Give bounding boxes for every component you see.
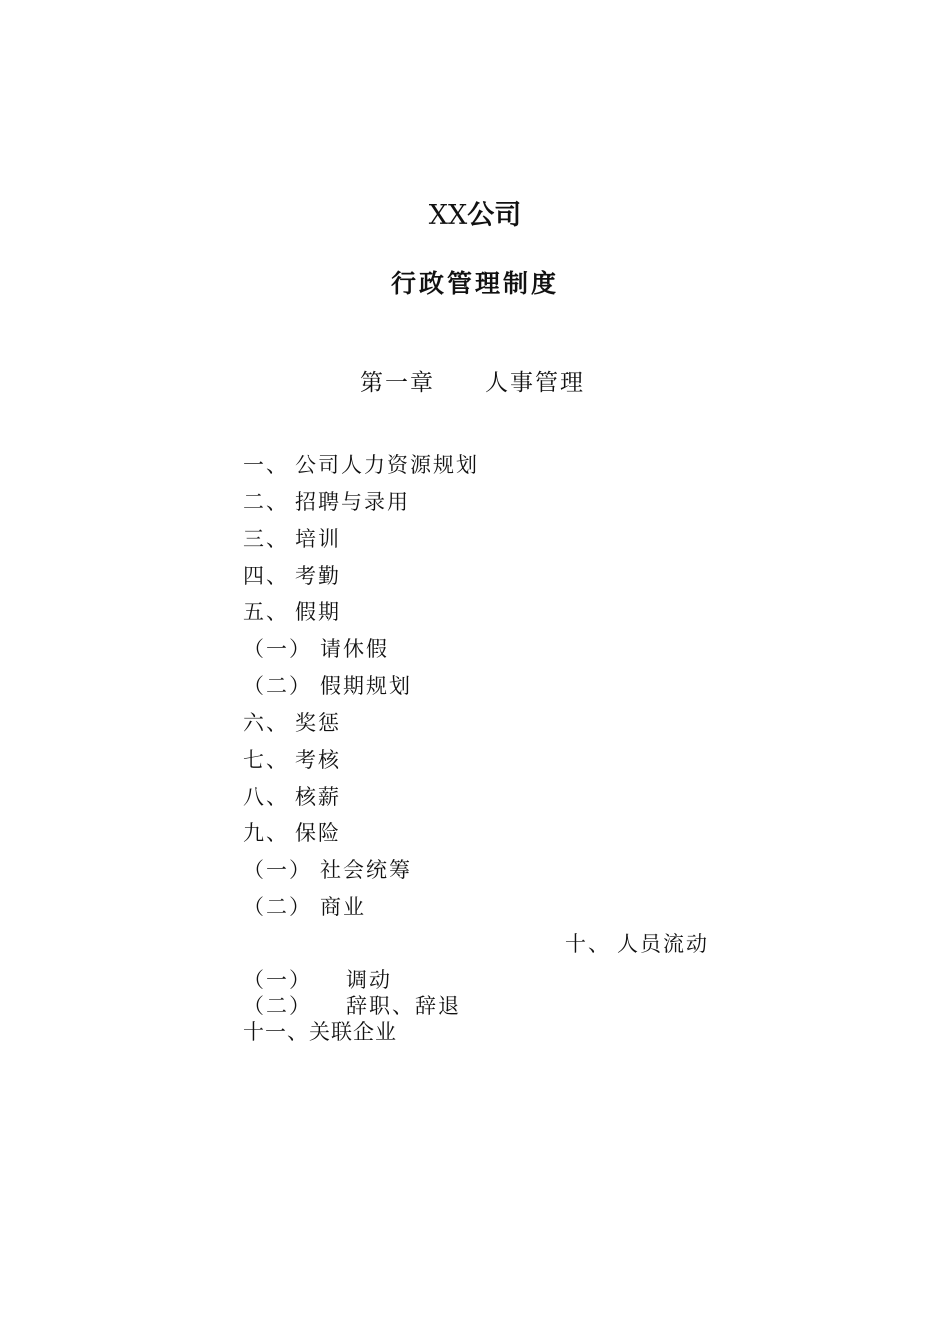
toc-item-number: 六、 [243, 711, 289, 735]
toc-item [243, 598, 341, 626]
toc-item [243, 635, 389, 663]
toc-item [243, 451, 479, 479]
toc-item [243, 966, 392, 994]
toc-item-text: 人员流动 [617, 932, 709, 956]
toc-item-text: 假期 [295, 600, 341, 624]
chapter-heading [360, 366, 585, 400]
toc-item-number: 十一、 [243, 1020, 309, 1044]
toc-item-number: 一、 [243, 453, 289, 477]
chapter-name: 人事管理 [485, 370, 585, 396]
document-title: 行政管理制度 [390, 269, 559, 298]
toc-item [243, 1018, 397, 1046]
toc-item [243, 746, 341, 774]
toc-item-number: 十、 [565, 932, 611, 956]
toc-item-number: （一） [243, 968, 312, 992]
toc-item [243, 525, 341, 553]
chapter-label: 第一章 [360, 370, 435, 396]
toc-item-text: 考勤 [295, 564, 341, 588]
toc-item-number: （一） [243, 637, 312, 661]
toc-item [243, 992, 461, 1020]
toc-item-number: 七、 [243, 748, 289, 772]
toc-item-text: 培训 [295, 527, 341, 551]
toc-item [243, 672, 412, 700]
toc-item-text: 商业 [320, 895, 366, 919]
toc-item-number: （二） [243, 674, 312, 698]
toc-item-text: 关联企业 [309, 1020, 397, 1044]
toc-item-text: 社会统筹 [320, 858, 412, 882]
toc-item [243, 893, 366, 921]
toc-item-text: 核薪 [295, 785, 341, 809]
toc-item-number: 四、 [243, 564, 289, 588]
toc-item-text: 请休假 [320, 637, 389, 661]
toc-item [243, 783, 341, 811]
toc-item-text: 招聘与录用 [295, 490, 410, 514]
toc-item-text: 保险 [295, 821, 341, 845]
toc-item-text: 公司人力资源规划 [295, 453, 479, 477]
toc-item [243, 562, 341, 590]
toc-item-number: （二） [243, 895, 312, 919]
company-prefix: XX [428, 200, 468, 231]
toc-item-number: 九、 [243, 821, 289, 845]
company-suffix: 公司 [467, 200, 522, 231]
toc-item [565, 930, 709, 958]
toc-item-number: （一） [243, 858, 312, 882]
toc-item-text: 考核 [295, 748, 341, 772]
toc-item [243, 488, 410, 516]
toc-item [243, 819, 341, 847]
toc-item-number: 五、 [243, 600, 289, 624]
toc-item-number: 二、 [243, 490, 289, 514]
toc-item-number: （二） [243, 994, 312, 1018]
toc-item-number: 三、 [243, 527, 289, 551]
toc-item [243, 856, 412, 884]
company-name [0, 198, 950, 234]
toc-item-text: 奖惩 [295, 711, 341, 735]
toc-item-text: 假期规划 [320, 674, 412, 698]
toc-item-text: 调动 [346, 968, 392, 992]
toc-item [243, 709, 341, 737]
toc-item-number: 八、 [243, 785, 289, 809]
toc-item-text: 辞职、辞退 [346, 994, 461, 1018]
